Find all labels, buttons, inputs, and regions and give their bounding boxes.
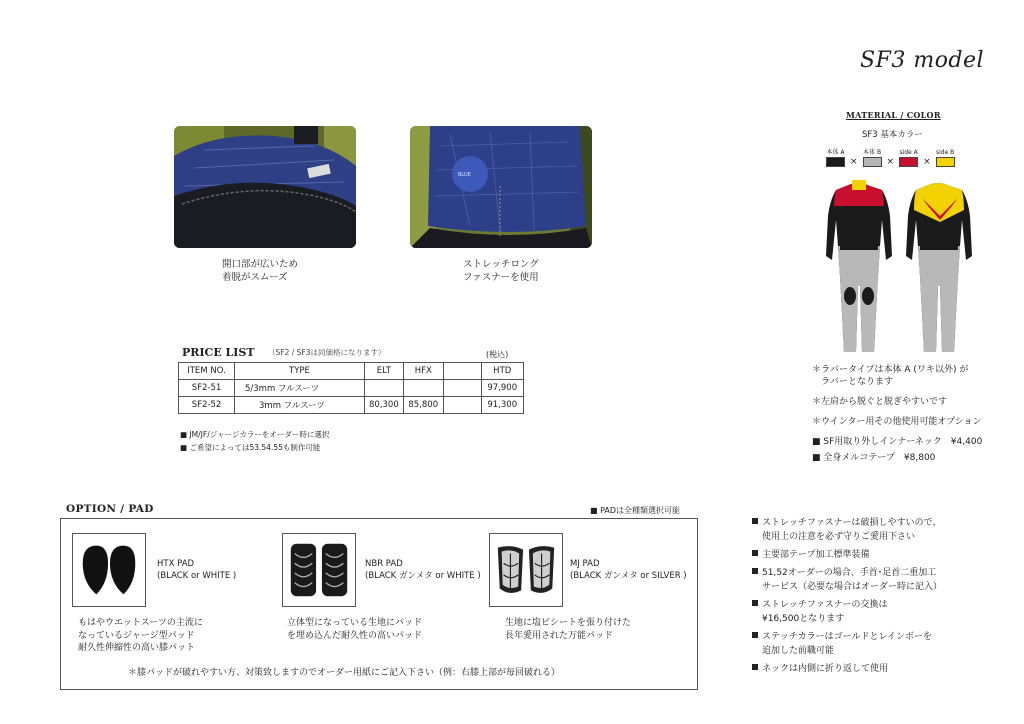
shoulder-opening-photo — [174, 126, 356, 248]
general-notes — [752, 516, 942, 680]
photo-caption-opening: 開口部が広いため 着脱がスムーズ — [222, 259, 299, 283]
htx-pad-icon — [72, 533, 146, 607]
cell-elt — [365, 380, 404, 397]
note-winter-option: ＊ウインター用その他使用可能オプション — [812, 417, 982, 427]
svg-text:BLUE: BLUE — [458, 172, 471, 178]
header-type: TYPE — [235, 363, 365, 380]
pad-name: MJ PAD — [570, 559, 600, 569]
mj-pad-label — [570, 558, 687, 582]
tax-label: (税込) — [486, 350, 509, 359]
zipper-photo — [410, 126, 592, 248]
cell-htd: 91,300 — [481, 397, 523, 414]
cell-type: 3mm フルスーツ — [235, 397, 365, 414]
material-color-title: MATERIAL / COLOR — [846, 110, 941, 120]
cell-blank — [443, 397, 481, 414]
pad-name: NBR PAD — [365, 559, 403, 569]
wetsuit-illustrations — [812, 176, 982, 354]
swatch-body-b: 本体 B — [863, 147, 882, 167]
wetsuit-back-illustration — [906, 183, 972, 352]
color-swatches — [826, 147, 955, 167]
price-notes — [180, 428, 329, 454]
htx-pad-description: もはやウエットスーツの主流に なっているジャージ型パッド 耐久性伸縮性の高い膝パット — [78, 618, 203, 653]
mj-pad-icon — [489, 533, 563, 607]
swatch-side-b: side B — [936, 149, 955, 167]
cell-hfx: 85,800 — [403, 397, 443, 414]
price-list-title: PRICE LIST — [182, 346, 255, 359]
price-list-note: （SF2 / SF3は同価格になります） — [268, 348, 386, 357]
header-blank — [443, 363, 481, 380]
list-item: ストレッチファスナーは破損しやすいので、 使用上の注意を必ず守りご愛用下さい — [752, 516, 942, 544]
swatch-side-a: side A — [899, 149, 918, 167]
pad-color: (BLACK or WHITE ) — [157, 571, 237, 581]
nbr-pad-label — [365, 558, 481, 582]
option-pad-title: OPTION / PAD — [66, 503, 154, 515]
times-sign: × — [923, 157, 931, 167]
knee-pad-note: ＊膝パッドが破れやすい方、対策致しますのでオーダー用紙にご記入下さい（例：右膝上部が毎回破れる） — [128, 668, 561, 678]
table-row — [179, 397, 524, 414]
cell-item-no: SF2-52 — [179, 397, 235, 414]
nbr-pad-description: 立体型になっている生地にパッド を埋め込んだ耐久性の高いパッド — [287, 618, 423, 641]
pad-selection-note: ■ PADは全種類選択可能 — [590, 506, 681, 515]
list-item: 主要部テープ加工標準装備 — [752, 548, 942, 562]
note-melco-tape: ■ 全身メルコテープ ¥8,800 — [812, 453, 936, 463]
times-sign: × — [850, 157, 858, 167]
photo-caption-zipper: ストレッチロング ファスナーを使用 — [463, 259, 539, 283]
cell-type: 5/3mm フルスーツ — [235, 380, 365, 397]
cell-hfx — [403, 380, 443, 397]
table-row — [179, 380, 524, 397]
cell-blank — [443, 380, 481, 397]
price-table — [178, 362, 524, 414]
cell-item-no: SF2-51 — [179, 380, 235, 397]
base-color-label: SF3 基本カラー — [862, 130, 923, 140]
header-htd: HTD — [481, 363, 523, 380]
cell-elt: 80,300 — [365, 397, 404, 414]
nbr-pad-icon — [282, 533, 356, 607]
note-rubber-type: ＊ラバータイプは本体 A (ワキ以外) が ラバーとなります — [812, 365, 969, 387]
price-note-item: ■ JM/JF/ジャージカラーをオーダー時に選択 — [180, 430, 330, 439]
model-title: SF3 model — [860, 48, 985, 73]
pad-color: (BLACK ガンメタ or WHITE ) — [365, 571, 481, 581]
times-sign: × — [886, 157, 895, 167]
list-item: ストレッチファスナーの交換は ¥16,500となります — [752, 598, 942, 626]
price-note-item: ■ ご希望によっては53.54.55も制作可能 — [180, 443, 321, 452]
list-item: ネックは内側に折り返して使用 — [752, 662, 942, 676]
pad-color: (BLACK ガンメタ or SILVER ) — [570, 571, 687, 581]
list-item: 51,52オーダーの場合、手首･足首二重加工 サービス（必要な場合はオーダー時に記入） — [752, 566, 942, 594]
header-item-no: ITEM NO. — [179, 363, 235, 380]
swatch-body-a: 本体 A — [826, 147, 845, 167]
wetsuit-front-illustration — [826, 180, 892, 352]
header-hfx: HFX — [403, 363, 443, 380]
htx-pad-label — [157, 558, 236, 582]
list-item: ステッチカラーはゴールドとレインボーを 追加した前職可能 — [752, 630, 942, 658]
mj-pad-description: 生地に塩ビシートを張り付けた 長年愛用された万能パッド — [505, 618, 632, 641]
cell-htd: 97,900 — [481, 380, 523, 397]
material-notes — [812, 364, 982, 468]
pad-name: HTX PAD — [157, 559, 195, 569]
note-left-shoulder: ＊左肩から脱ぐと脱ぎやすいです — [812, 397, 948, 407]
note-inner-neck: ■ SF用取り外しインナーネック ¥4,400 — [812, 437, 983, 447]
price-table-header — [179, 363, 524, 380]
header-elt: ELT — [365, 363, 404, 380]
